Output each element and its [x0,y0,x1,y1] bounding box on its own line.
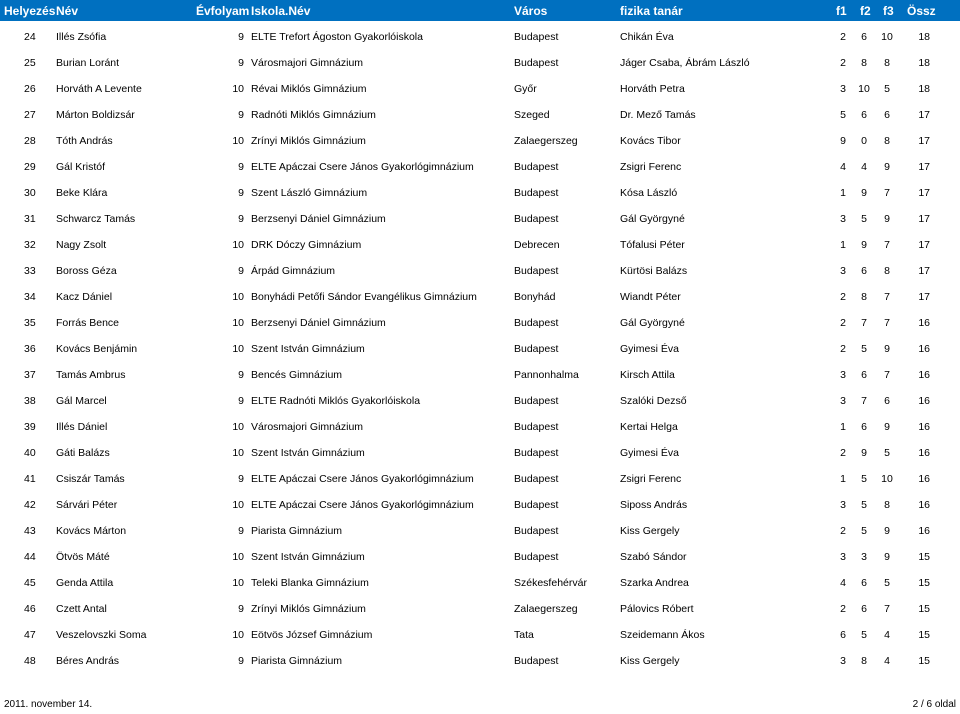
cell-school: Teleki Blanka Gimnázium [251,577,369,589]
cell-city: Győr [514,83,537,95]
table-row [0,648,960,674]
cell-total: 18 [918,83,930,95]
table-row [0,232,960,258]
table-row [0,440,960,466]
cell-f3: 7 [884,291,890,303]
cell-f1: 2 [840,343,846,355]
cell-f1: 2 [840,57,846,69]
table-row [0,466,960,492]
cell-city: Budapest [514,395,559,407]
cell-total: 17 [918,291,930,303]
cell-school: ELTE Apáczai Csere János Gyakorlógimnázium [251,473,474,485]
cell-f1: 2 [840,447,846,459]
cell-city: Budapest [514,499,559,511]
cell-grade: 9 [238,213,244,225]
results-table [0,24,960,674]
cell-rank: 29 [24,161,36,173]
header-school: Iskola.Név [251,4,311,18]
cell-total: 16 [918,395,930,407]
cell-f3: 9 [884,343,890,355]
cell-f3: 8 [884,135,890,147]
cell-name: Gál Kristóf [56,161,106,173]
header-total: Össz [907,4,936,18]
cell-rank: 47 [24,629,36,641]
cell-teacher: Wiandt Péter [620,291,681,303]
cell-rank: 28 [24,135,36,147]
cell-rank: 36 [24,343,36,355]
cell-total: 18 [918,57,930,69]
cell-name: Csiszár Tamás [56,473,125,485]
cell-grade: 10 [232,83,244,95]
cell-rank: 35 [24,317,36,329]
cell-name: Veszelovszki Soma [56,629,147,641]
cell-rank: 48 [24,655,36,667]
header-f1: f1 [836,4,847,18]
cell-grade: 10 [232,343,244,355]
cell-f1: 3 [840,369,846,381]
table-row [0,24,960,50]
cell-total: 15 [918,655,930,667]
cell-f2: 6 [861,31,867,43]
cell-f1: 3 [840,655,846,667]
cell-teacher: Kovács Tibor [620,135,681,147]
cell-city: Bonyhád [514,291,556,303]
cell-rank: 38 [24,395,36,407]
cell-f3: 8 [884,265,890,277]
cell-rank: 44 [24,551,36,563]
cell-f2: 5 [861,629,867,641]
cell-grade: 10 [232,551,244,563]
cell-f1: 1 [840,473,846,485]
cell-teacher: Pálovics Róbert [620,603,694,615]
cell-f1: 2 [840,31,846,43]
cell-total: 17 [918,161,930,173]
cell-f3: 7 [884,239,890,251]
header-teacher: fizika tanár [620,4,683,18]
cell-f1: 3 [840,83,846,95]
header-name: Név [56,4,79,18]
cell-f2: 6 [861,603,867,615]
cell-teacher: Kiss Gergely [620,525,680,537]
cell-rank: 45 [24,577,36,589]
cell-f1: 3 [840,395,846,407]
cell-city: Székesfehérvár [514,577,587,589]
cell-f2: 9 [861,187,867,199]
cell-city: Debrecen [514,239,560,251]
cell-f2: 9 [861,239,867,251]
cell-f2: 3 [861,551,867,563]
cell-city: Budapest [514,343,559,355]
cell-rank: 41 [24,473,36,485]
cell-grade: 9 [238,369,244,381]
cell-f1: 4 [840,161,846,173]
cell-rank: 43 [24,525,36,537]
cell-city: Budapest [514,655,559,667]
cell-name: Forrás Bence [56,317,120,329]
header-grade: Évfolyam [196,4,250,18]
cell-grade: 10 [232,239,244,251]
cell-teacher: Tófalusi Péter [620,239,685,251]
cell-total: 16 [918,317,930,329]
cell-f2: 6 [861,369,867,381]
cell-f2: 10 [858,83,870,95]
cell-f3: 4 [884,629,890,641]
cell-teacher: Gál Györgyné [620,317,685,329]
cell-f2: 5 [861,525,867,537]
table-header [0,0,960,21]
cell-school: Szent László Gimnázium [251,187,368,199]
cell-name: Sárvári Péter [56,499,118,511]
cell-grade: 10 [232,577,244,589]
cell-f1: 1 [840,239,846,251]
cell-teacher: Chikán Éva [620,31,674,43]
cell-f1: 6 [840,629,846,641]
cell-grade: 10 [232,421,244,433]
cell-city: Budapest [514,161,559,173]
cell-name: Schwarcz Tamás [56,213,136,225]
header-f3: f3 [883,4,894,18]
cell-total: 17 [918,135,930,147]
cell-grade: 9 [238,57,244,69]
page-footer [0,699,960,713]
header-city: Város [514,4,548,18]
cell-grade: 9 [238,109,244,121]
cell-f1: 3 [840,265,846,277]
cell-school: Városmajori Gimnázium [251,421,364,433]
cell-school: Berzsenyi Dániel Gimnázium [251,213,386,225]
cell-city: Szeged [514,109,550,121]
cell-f1: 3 [840,499,846,511]
cell-f2: 6 [861,109,867,121]
cell-f3: 9 [884,161,890,173]
cell-city: Budapest [514,525,559,537]
cell-grade: 10 [232,629,244,641]
cell-f1: 1 [840,421,846,433]
cell-grade: 10 [232,291,244,303]
cell-teacher: Szarka Andrea [620,577,689,589]
table-row [0,414,960,440]
cell-rank: 25 [24,57,36,69]
cell-name: Kovács Benjámin [56,343,138,355]
table-row [0,622,960,648]
cell-city: Tata [514,629,534,641]
cell-f2: 8 [861,655,867,667]
cell-total: 16 [918,343,930,355]
cell-name: Czett Antal [56,603,107,615]
table-row [0,388,960,414]
cell-f2: 8 [861,57,867,69]
cell-rank: 46 [24,603,36,615]
cell-total: 16 [918,421,930,433]
table-row [0,258,960,284]
cell-school: Piarista Gimnázium [251,525,343,537]
cell-f2: 4 [861,161,867,173]
cell-teacher: Gyimesi Éva [620,343,679,355]
cell-total: 17 [918,239,930,251]
cell-grade: 9 [238,395,244,407]
cell-school: Szent István Gimnázium [251,551,365,563]
cell-f2: 5 [861,213,867,225]
cell-school: ELTE Radnóti Miklós Gyakorlóiskola [251,395,421,407]
cell-total: 17 [918,109,930,121]
cell-f1: 4 [840,577,846,589]
cell-total: 17 [918,265,930,277]
cell-school: DRK Dóczy Gimnázium [251,239,362,251]
cell-grade: 9 [238,525,244,537]
cell-rank: 37 [24,369,36,381]
cell-school: ELTE Apáczai Csere János Gyakorlógimnázium [251,499,474,511]
cell-school: Zrínyi Miklós Gimnázium [251,135,366,147]
cell-f2: 6 [861,577,867,589]
cell-f3: 6 [884,109,890,121]
cell-f1: 3 [840,213,846,225]
cell-school: Szent István Gimnázium [251,343,365,355]
cell-city: Budapest [514,31,559,43]
table-row [0,102,960,128]
cell-teacher: Zsigri Ferenc [620,161,682,173]
cell-f3: 5 [884,83,890,95]
cell-grade: 9 [238,265,244,277]
cell-rank: 34 [24,291,36,303]
cell-f2: 5 [861,499,867,511]
cell-rank: 42 [24,499,36,511]
cell-f2: 7 [861,317,867,329]
cell-f3: 8 [884,57,890,69]
table-row [0,180,960,206]
cell-school: Zrínyi Miklós Gimnázium [251,603,366,615]
cell-total: 16 [918,525,930,537]
cell-city: Budapest [514,473,559,485]
cell-name: Burian Loránt [56,57,120,69]
cell-school: Piarista Gimnázium [251,655,343,667]
table-row [0,544,960,570]
cell-name: Nagy Zsolt [56,239,107,251]
cell-name: Ötvös Máté [56,551,110,563]
cell-school: Városmajori Gimnázium [251,57,364,69]
cell-school: Bencés Gimnázium [251,369,343,381]
cell-teacher: Siposs András [620,499,688,511]
cell-total: 15 [918,629,930,641]
cell-f2: 9 [861,447,867,459]
cell-city: Zalaegerszeg [514,135,578,147]
cell-f1: 2 [840,317,846,329]
cell-name: Illés Zsófia [56,31,107,43]
cell-f2: 7 [861,395,867,407]
cell-f3: 10 [881,31,893,43]
cell-city: Budapest [514,187,559,199]
cell-school: Radnóti Miklós Gimnázium [251,109,376,121]
cell-f3: 9 [884,213,890,225]
cell-city: Budapest [514,447,559,459]
cell-f2: 5 [861,343,867,355]
cell-city: Budapest [514,213,559,225]
cell-name: Tóth András [56,135,113,147]
cell-f3: 9 [884,421,890,433]
table-row [0,284,960,310]
cell-city: Pannonhalma [514,369,579,381]
cell-f3: 7 [884,603,890,615]
cell-f1: 9 [840,135,846,147]
cell-f3: 7 [884,317,890,329]
cell-name: Kovács Márton [56,525,127,537]
cell-school: Árpád Gimnázium [251,265,336,277]
cell-total: 16 [918,369,930,381]
cell-school: Szent István Gimnázium [251,447,365,459]
cell-teacher: Zsigri Ferenc [620,473,682,485]
table-row [0,492,960,518]
cell-name: Boross Géza [56,265,117,277]
cell-f3: 6 [884,395,890,407]
header-f2: f2 [860,4,871,18]
cell-grade: 9 [238,31,244,43]
table-row [0,50,960,76]
cell-teacher: Gál Györgyné [620,213,685,225]
cell-city: Budapest [514,317,559,329]
cell-teacher: Gyimesi Éva [620,447,679,459]
cell-school: Bonyhádi Petőfi Sándor Evangélikus Gimnázium [251,291,477,303]
cell-rank: 32 [24,239,36,251]
cell-f1: 2 [840,525,846,537]
cell-teacher: Szalóki Dezső [620,395,687,407]
cell-rank: 39 [24,421,36,433]
cell-name: Horváth A Levente [56,83,142,95]
cell-teacher: Szabó Sándor [620,551,687,563]
cell-name: Kacz Dániel [56,291,113,303]
cell-grade: 10 [232,135,244,147]
cell-name: Tamás Ambrus [56,369,126,381]
cell-grade: 10 [232,499,244,511]
table-row [0,518,960,544]
cell-teacher: Kertai Helga [620,421,678,433]
cell-f1: 5 [840,109,846,121]
cell-f3: 10 [881,473,893,485]
table-row [0,128,960,154]
footer-page: 2 / 6 oldal [912,699,956,710]
cell-total: 17 [918,187,930,199]
cell-name: Illés Dániel [56,421,108,433]
cell-total: 15 [918,551,930,563]
cell-f2: 0 [861,135,867,147]
cell-school: Révai Miklós Gimnázium [251,83,367,95]
table-row [0,362,960,388]
cell-grade: 10 [232,447,244,459]
cell-grade: 10 [232,317,244,329]
cell-teacher: Dr. Mező Tamás [620,109,696,121]
cell-teacher: Kósa László [620,187,678,199]
cell-grade: 9 [238,473,244,485]
cell-total: 15 [918,603,930,615]
cell-teacher: Szeidemann Ákos [620,629,705,641]
cell-city: Budapest [514,551,559,563]
cell-rank: 30 [24,187,36,199]
cell-total: 17 [918,213,930,225]
cell-city: Zalaegerszeg [514,603,578,615]
cell-rank: 27 [24,109,36,121]
cell-total: 18 [918,31,930,43]
cell-f3: 7 [884,369,890,381]
table-row [0,596,960,622]
header-rank: Helyezés [4,4,56,18]
cell-f2: 8 [861,291,867,303]
cell-rank: 33 [24,265,36,277]
cell-f2: 5 [861,473,867,485]
cell-school: ELTE Trefort Ágoston Gyakorlóiskola [251,31,423,43]
cell-rank: 40 [24,447,36,459]
cell-f1: 1 [840,187,846,199]
cell-f3: 5 [884,577,890,589]
table-row [0,154,960,180]
cell-total: 16 [918,499,930,511]
cell-teacher: Horváth Petra [620,83,685,95]
cell-grade: 9 [238,655,244,667]
cell-name: Gáti Balázs [56,447,110,459]
cell-grade: 9 [238,603,244,615]
cell-name: Gál Marcel [56,395,107,407]
table-row [0,570,960,596]
cell-f1: 2 [840,603,846,615]
cell-city: Budapest [514,57,559,69]
cell-f1: 3 [840,551,846,563]
cell-teacher: Kirsch Attila [620,369,675,381]
cell-total: 16 [918,447,930,459]
cell-f3: 4 [884,655,890,667]
cell-school: Eötvös József Gimnázium [251,629,373,641]
cell-f1: 2 [840,291,846,303]
table-row [0,206,960,232]
cell-f3: 5 [884,447,890,459]
cell-f3: 9 [884,551,890,563]
cell-name: Márton Boldizsár [56,109,135,121]
cell-f2: 6 [861,265,867,277]
cell-total: 16 [918,473,930,485]
table-row [0,310,960,336]
cell-name: Genda Attila [56,577,114,589]
cell-total: 15 [918,577,930,589]
cell-rank: 31 [24,213,36,225]
cell-teacher: Kiss Gergely [620,655,680,667]
cell-teacher: Kürtösi Balázs [620,265,688,277]
cell-name: Beke Klára [56,187,108,199]
table-row [0,336,960,362]
cell-grade: 9 [238,161,244,173]
cell-school: ELTE Apáczai Csere János Gyakorlógimnázium [251,161,474,173]
cell-rank: 24 [24,31,36,43]
cell-f3: 8 [884,499,890,511]
cell-f3: 9 [884,525,890,537]
cell-school: Berzsenyi Dániel Gimnázium [251,317,386,329]
cell-f2: 6 [861,421,867,433]
cell-grade: 9 [238,187,244,199]
cell-name: Béres András [56,655,120,667]
footer-date: 2011. november 14. [4,699,93,710]
cell-city: Budapest [514,265,559,277]
cell-city: Budapest [514,421,559,433]
cell-f3: 7 [884,187,890,199]
cell-rank: 26 [24,83,36,95]
cell-teacher: Jáger Csaba, Ábrám László [620,57,750,69]
table-row [0,76,960,102]
